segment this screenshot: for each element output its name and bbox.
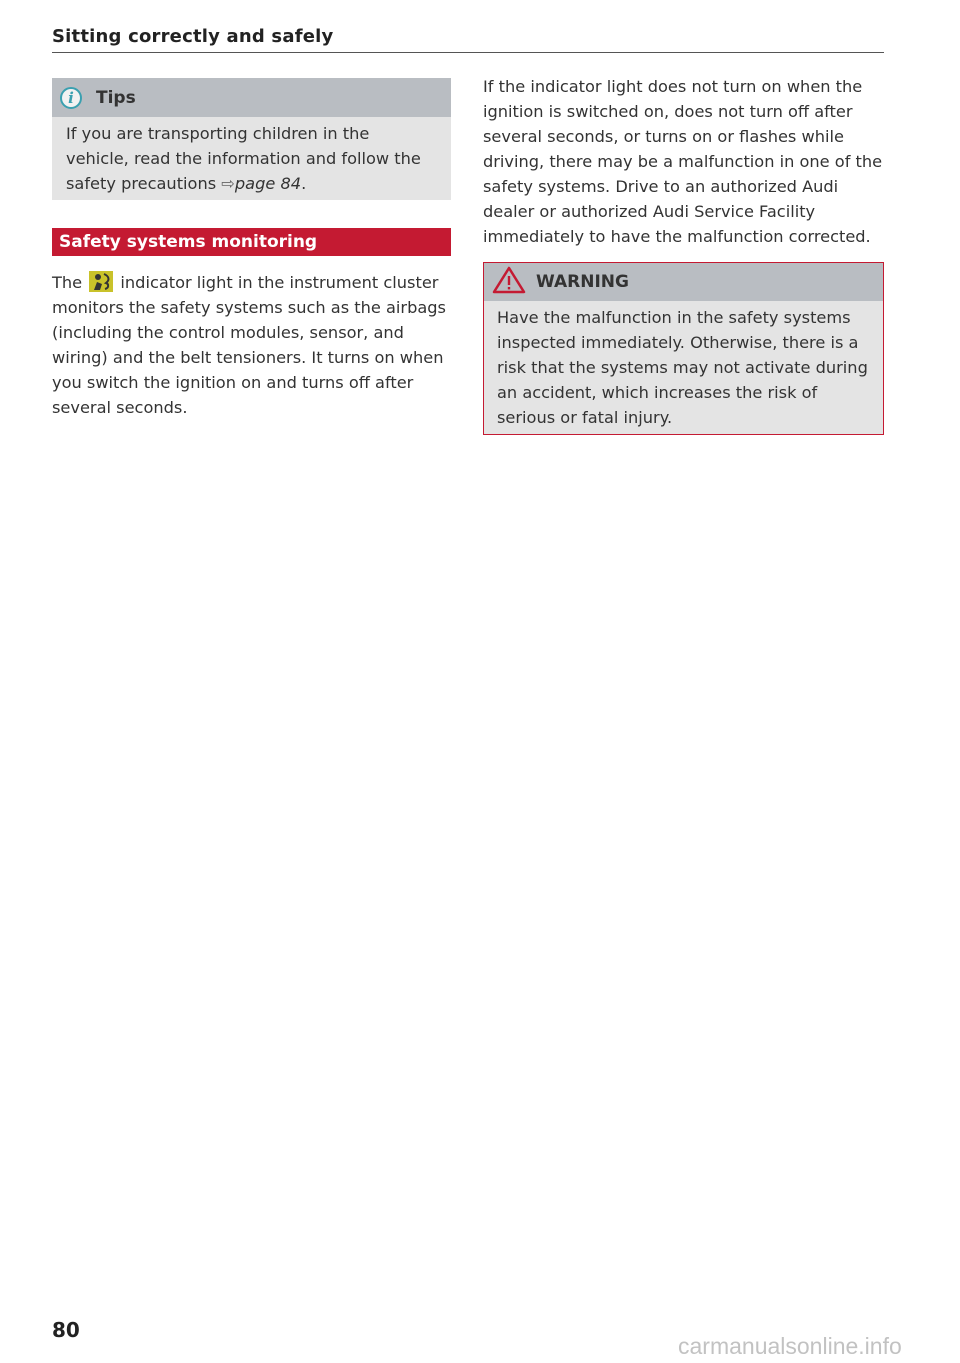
- section-heading-bar: [52, 228, 451, 256]
- watermark-text: carmanualsonline.info: [678, 1333, 902, 1359]
- warning-box: [483, 262, 884, 435]
- warning-body: Have the malfunction in the safety systems inspected immediately. Otherwise, there is a risk that the systems may not activate during an accident, which increases the risk of serious or fatal injury.: [497, 308, 868, 427]
- warning-title: WARNING: [536, 272, 629, 292]
- page-header: [52, 24, 884, 53]
- warning-triangle-icon: [492, 266, 526, 298]
- warning-header: [484, 263, 883, 301]
- page-reference-link[interactable]: page 84: [234, 174, 302, 193]
- page-ref-arrow-icon: ⇨: [221, 174, 235, 193]
- page-number: 80: [52, 1318, 80, 1342]
- monitoring-paragraph: [52, 270, 451, 420]
- tips-header: [52, 78, 451, 117]
- tips-period: .: [301, 174, 307, 193]
- para-lead: The: [52, 273, 88, 292]
- para-rest: indicator light in the instrument cluster monitors the safety systems such as the airbags (including the control modules, sensor, and wiring) and the belt tensioners. It turns on when you switch the ignition on and turns off after several seconds.: [52, 273, 446, 417]
- section-title: Safety systems monitoring: [59, 232, 318, 252]
- info-icon: i: [60, 87, 82, 109]
- tips-box: [52, 78, 451, 200]
- airbag-warning-icon: [89, 271, 113, 292]
- left-column: [52, 78, 451, 420]
- tips-body: [52, 117, 451, 200]
- right-column: [483, 74, 884, 435]
- tips-title: Tips: [96, 87, 136, 108]
- tips-text: If you are transporting children in the vehicle, read the information and follow the safety precautions: [66, 124, 421, 193]
- header-title: Sitting correctly and safely: [52, 26, 334, 47]
- malfunction-paragraph: If the indicator light does not turn on when the ignition is switched on, does not turn off after several seconds, or turns on or flashes while driving, there may be a malfunction in one of the safety systems. Drive to an authorized Audi dealer or authorized Audi Service Facility immediately to have the malfunction corrected.: [483, 77, 883, 246]
